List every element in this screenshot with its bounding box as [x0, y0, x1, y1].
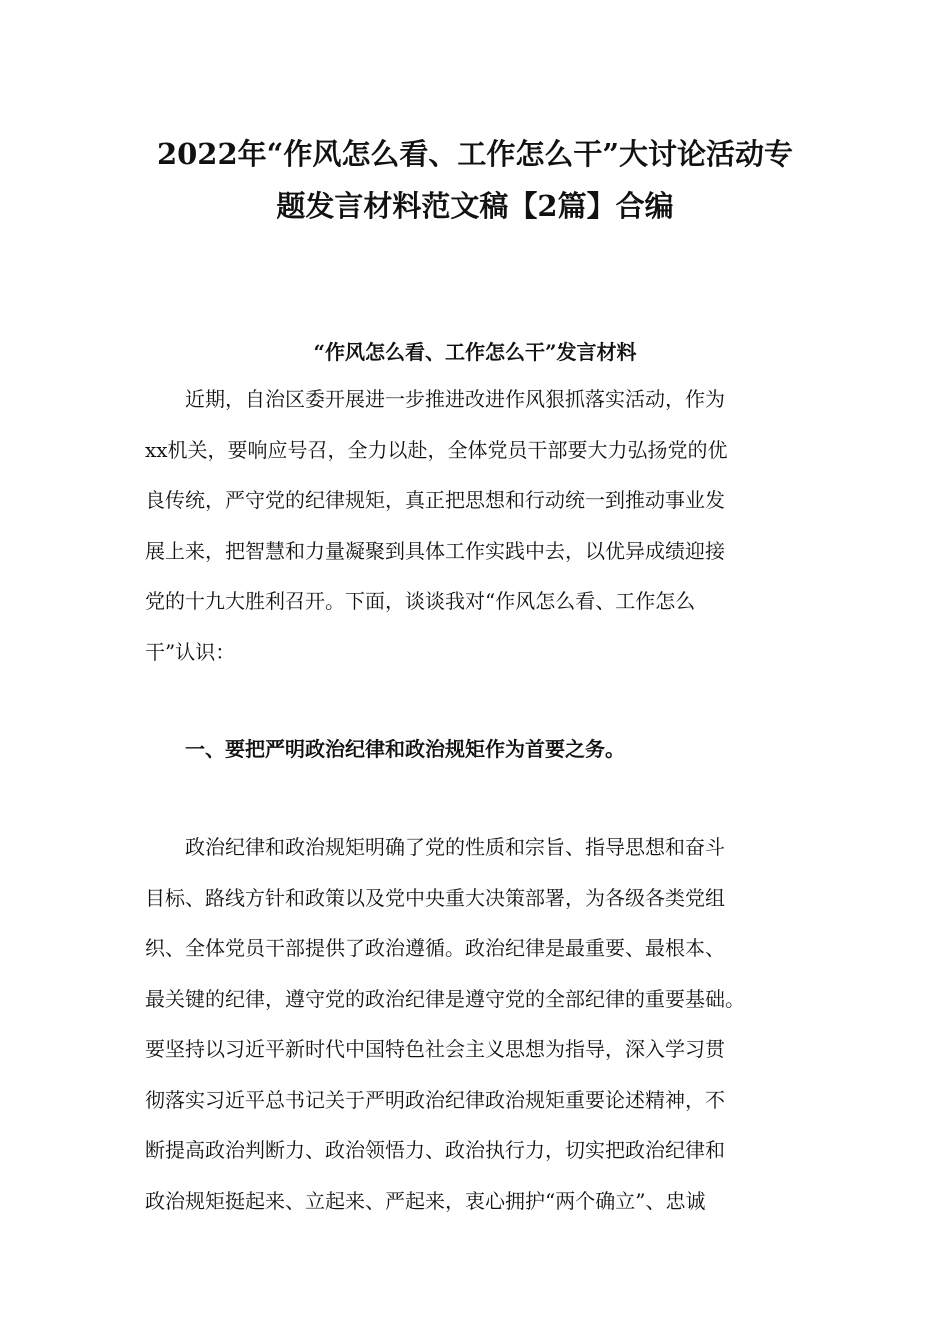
paragraph-line: 近期，自治区委开展进一步推进改进作风狠抓落实活动，作为 — [185, 387, 725, 411]
paragraph-line: 政治纪律和政治规矩明确了党的性质和宗旨、指导思想和奋斗 — [185, 835, 725, 859]
paragraph-line: 彻落实习近平总书记关于严明政治纪律政治规矩重要论述精神，不 — [145, 1087, 725, 1112]
paragraph-line: 良传统，严守党的纪律规矩，真正把思想和行动统一到推动事业发 — [145, 488, 725, 512]
section-title: “作风怎么看、工作怎么干”发言材料 — [313, 340, 637, 364]
intro-paragraph — [145, 374, 815, 677]
paragraph-line: 最关键的纪律，遵守党的政治纪律是遵守党的全部纪律的重要基础。 — [145, 986, 745, 1011]
paragraph-line: 要坚持以习近平新时代中国特色社会主义思想为指导，深入学习贯 — [145, 1037, 725, 1061]
document-title-line: 题发言材料范文稿【2篇】合编 — [276, 189, 674, 223]
paragraph-line: xx机关，要响应号召，全力以赴，全体党员干部要大力弘扬党的优 — [145, 437, 728, 462]
paragraph-line: 政治规矩挺起来、立起来、严起来，衷心拥护“两个确立”、忠诚 — [145, 1188, 706, 1213]
paragraph-line: 织、全体党员干部提供了政治遵循。政治纪律是最重要、最根本、 — [145, 936, 725, 960]
section-heading-1: 一、要把严明政治纪律和政治规矩作为首要之务。 — [185, 737, 625, 761]
document-title-line: 2022年“作风怎么看、工作怎么干”大讨论活动专 — [156, 137, 794, 171]
paragraph-line: 展上来，把智慧和力量凝聚到具体工作实践中去，以优异成绩迎接 — [145, 538, 725, 563]
document-title — [120, 128, 830, 232]
paragraph-line: 党的十九大胜利召开。下面，谈谈我对“作风怎么看、工作怎么 — [145, 589, 696, 613]
paragraph-line: 断提高政治判断力、政治领悟力、政治执行力，切实把政治纪律和 — [145, 1138, 725, 1162]
body-paragraph — [145, 822, 815, 1226]
paragraph-line: 干”认识： — [145, 639, 236, 664]
paragraph-line: 目标、路线方针和政策以及党中央重大决策部署，为各级各类党组 — [145, 885, 725, 910]
